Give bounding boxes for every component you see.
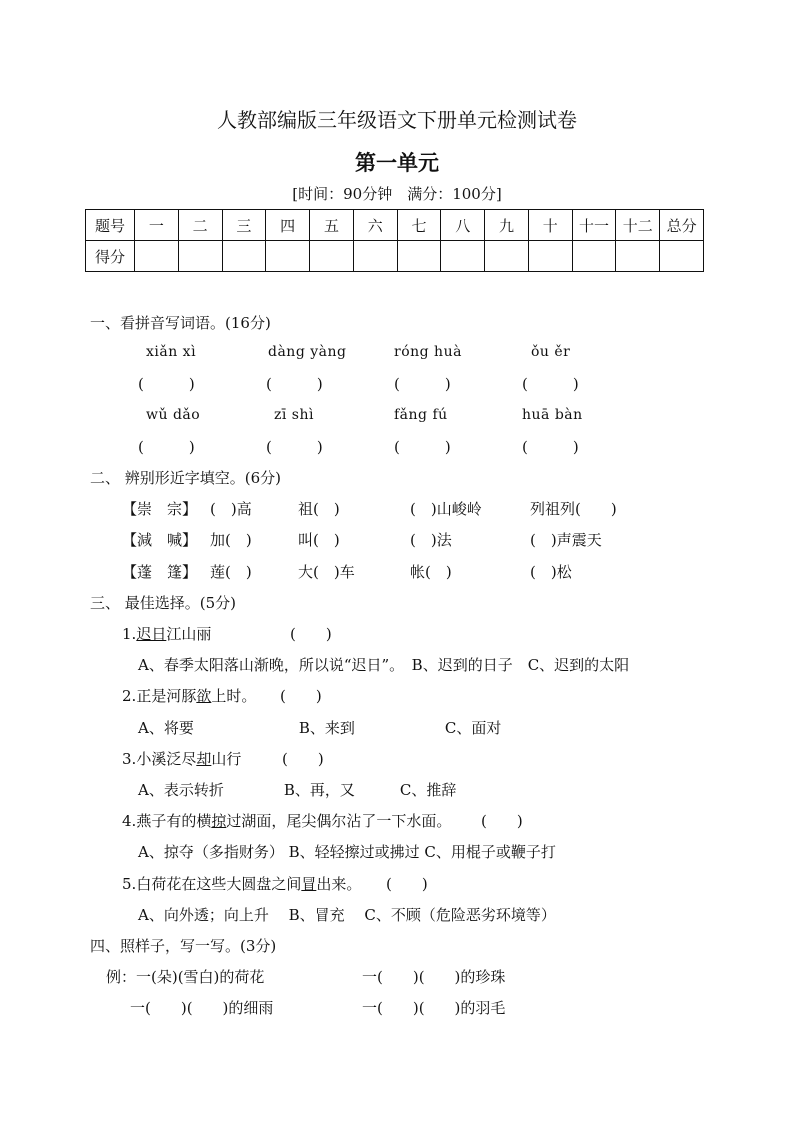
question-text-pre: 小溪泛尽 [136, 750, 197, 768]
fill-item[interactable]: 大( )车 [298, 563, 355, 581]
answer-paren[interactable]: ( ) [481, 812, 523, 830]
question-keyword: 却 [196, 750, 212, 768]
question-keyword: 冒 [301, 875, 317, 893]
column-header: 十二 [616, 210, 660, 241]
answer-blank-7[interactable]: ( ) [394, 438, 451, 456]
question-text-pre: 白荷花在这些大圆盘之间 [136, 875, 302, 893]
pinyin-1: xiǎn xì [146, 344, 197, 360]
question-4 [122, 810, 451, 831]
fill-item[interactable]: ( )高 [210, 500, 252, 518]
answer-blank-5[interactable]: ( ) [138, 438, 195, 456]
answer-blank-4[interactable]: ( ) [522, 375, 579, 393]
score-cell[interactable] [310, 241, 354, 272]
answer-blank-1[interactable]: ( ) [138, 375, 195, 393]
fill-item[interactable]: ( )山峻岭 [410, 500, 482, 518]
question-2 [122, 685, 256, 706]
fill-item[interactable]: 帐( ) [410, 563, 452, 581]
question-text-post: 出来。 [316, 875, 362, 893]
question-number: 1. [122, 625, 137, 643]
fill-item[interactable]: 叫( ) [298, 531, 340, 549]
score-table-score-row [86, 241, 704, 272]
answer-blank-2[interactable]: ( ) [266, 375, 323, 393]
score-cell[interactable] [222, 241, 266, 272]
column-header: 八 [441, 210, 485, 241]
question-text-pre: 正是河豚 [136, 687, 197, 705]
question-3 [122, 748, 241, 769]
char-pair-2: 【減 喊】 [122, 531, 198, 549]
score-cell[interactable] [135, 241, 179, 272]
question-text-post: 山行 [211, 750, 242, 768]
column-header: 十 [528, 210, 572, 241]
score-label: 得分 [86, 241, 135, 272]
question-text-post: 过湖面，尾尖偶尔沾了一下水面。 [226, 812, 452, 830]
question-text-post: 江山丽 [166, 625, 212, 643]
exam-title: 人教部编版三年级语文下册单元检测试卷 [217, 108, 577, 132]
question-options: A、表示转折 B、再，又 C、推辞 [138, 781, 457, 799]
question-5 [122, 873, 361, 894]
score-cell[interactable] [616, 241, 660, 272]
score-table-header-row [86, 210, 704, 241]
question-keyword: 欲 [196, 687, 212, 705]
fill-phrase[interactable]: 一( )( )的珍珠 [362, 968, 506, 986]
unit-title: 第一单元 [355, 150, 439, 175]
column-header: 五 [310, 210, 354, 241]
char-pair-1: 【崇 宗】 [122, 500, 198, 518]
score-cell[interactable] [178, 241, 222, 272]
answer-paren[interactable]: ( ) [280, 687, 322, 705]
section1-heading: 一、看拼音写词语。(16分) [90, 314, 271, 332]
answer-blank-3[interactable]: ( ) [394, 375, 451, 393]
question-keyword: 掠 [211, 812, 227, 830]
column-header: 四 [266, 210, 310, 241]
column-header: 六 [353, 210, 397, 241]
column-header: 二 [178, 210, 222, 241]
question-number: 2. [122, 687, 137, 705]
score-cell[interactable] [485, 241, 529, 272]
answer-paren[interactable]: ( ) [282, 750, 324, 768]
score-cell[interactable] [441, 241, 485, 272]
question-1 [122, 623, 211, 644]
column-header: 总分 [660, 210, 704, 241]
question-number: 5. [122, 875, 137, 893]
char-pair-3: 【蓬 篷】 [122, 563, 198, 581]
pinyin-6: zī shì [274, 407, 314, 423]
pinyin-5: wǔ dǎo [146, 407, 201, 423]
score-cell[interactable] [266, 241, 310, 272]
fill-item[interactable]: ( )法 [410, 531, 452, 549]
question-options: A、春季太阳落山渐晚，所以说“迟日”。 B、迟到的日子 C、迟到的太阳 [138, 656, 630, 674]
fill-item[interactable]: 莲( ) [210, 563, 252, 581]
score-table [85, 209, 704, 272]
answer-blank-6[interactable]: ( ) [266, 438, 323, 456]
section2-heading: 二、 辨别形近字填空。(6分) [90, 469, 282, 487]
question-number: 4. [122, 812, 137, 830]
column-header: 十一 [572, 210, 616, 241]
score-cell[interactable] [353, 241, 397, 272]
question-text-post: 上时。 [211, 687, 257, 705]
score-cell[interactable] [660, 241, 704, 272]
column-header: 七 [397, 210, 441, 241]
fill-item[interactable]: 祖( ) [298, 500, 340, 518]
pinyin-8: huā bàn [522, 407, 583, 423]
fill-item[interactable]: 加( ) [210, 531, 252, 549]
column-header: 九 [485, 210, 529, 241]
pinyin-7: fǎng fú [394, 407, 448, 423]
question-options: A、将要 B、来到 C、面对 [138, 719, 502, 737]
question-options: A、向外透；向上升 B、冒充 C、不顾（危险恶劣环境等） [138, 906, 556, 924]
score-cell[interactable] [528, 241, 572, 272]
header-label: 题号 [86, 210, 135, 241]
fill-phrase[interactable]: 一( )( )的细雨 [130, 999, 274, 1017]
pinyin-2: dàng yàng [268, 344, 347, 360]
question-number: 3. [122, 750, 137, 768]
pinyin-3: róng huà [394, 344, 462, 360]
time-info: [时间：90分钟 满分：100分] [292, 185, 502, 203]
answer-blank-8[interactable]: ( ) [522, 438, 579, 456]
fill-phrase[interactable]: 一( )( )的羽毛 [362, 999, 506, 1017]
column-header: 一 [135, 210, 179, 241]
column-header: 三 [222, 210, 266, 241]
fill-item[interactable]: 列祖列( ) [530, 500, 617, 518]
example-phrase: 例：一(朵)(雪白)的荷花 [106, 968, 265, 986]
section4-heading: 四、照样子，写一写。(3分) [90, 937, 277, 955]
answer-paren[interactable]: ( ) [386, 875, 428, 893]
fill-item[interactable]: ( )声震天 [530, 531, 602, 549]
score-cell[interactable] [397, 241, 441, 272]
fill-item[interactable]: ( )松 [530, 563, 572, 581]
question-options: A、掠夺（多指财务） B、轻轻擦过或拂过 C、用棍子或鞭子打 [138, 843, 556, 861]
answer-paren[interactable]: ( ) [290, 625, 332, 643]
question-text-pre: 燕子有的横 [136, 812, 212, 830]
score-cell[interactable] [572, 241, 616, 272]
question-keyword: 迟日 [136, 625, 167, 643]
section3-heading: 三、 最佳选择。(5分) [90, 594, 237, 612]
pinyin-4: ǒu ěr [531, 344, 571, 360]
